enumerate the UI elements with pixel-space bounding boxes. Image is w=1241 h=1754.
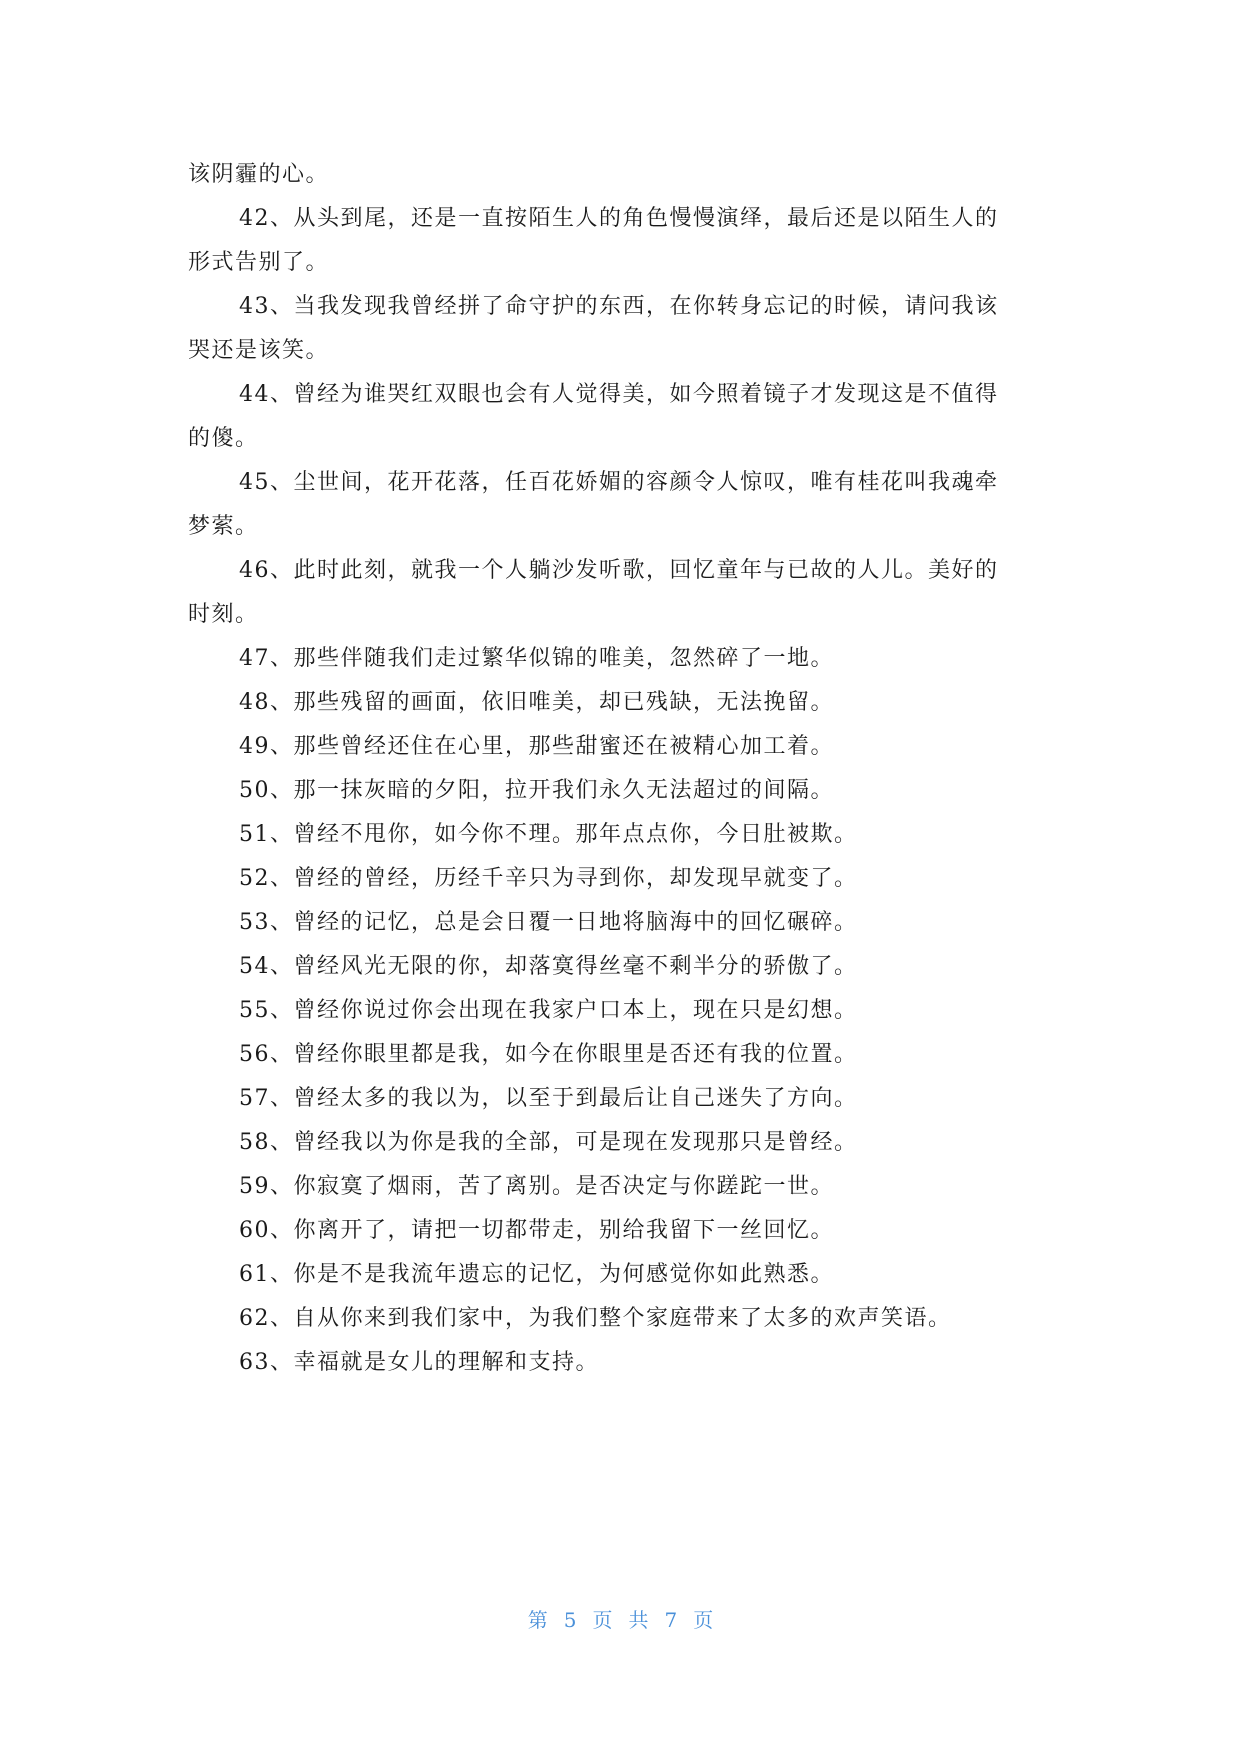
text-line: 42、从头到尾，还是一直按陌生人的角色慢慢演绎，最后还是以陌生人的 <box>239 206 999 231</box>
text-line: 61、你是不是我流年遗忘的记忆，为何感觉你如此熟悉。 <box>239 1262 834 1287</box>
text-line: 51、曾经不甩你，如今你不理。那年点点你，今日肚被欺。 <box>239 822 858 847</box>
text-line: 58、曾经我以为你是我的全部，可是现在发现那只是曾经。 <box>239 1130 858 1155</box>
current-page-number: 5 <box>563 1608 577 1632</box>
text-line: 形式告别了。 <box>188 250 330 275</box>
text-line: 50、那一抹灰暗的夕阳，拉开我们永久无法超过的间隔。 <box>239 778 834 803</box>
text-line: 55、曾经你说过你会出现在我家户口本上，现在只是幻想。 <box>239 998 858 1023</box>
text-line: 54、曾经风光无限的你，却落寞得丝毫不剩半分的骄傲了。 <box>239 954 858 979</box>
footer-label-di: 第 <box>527 1608 548 1632</box>
text-line: 48、那些残留的画面，依旧唯美，却已残缺，无法挽留。 <box>239 690 834 715</box>
text-line: 时刻。 <box>188 602 259 627</box>
text-line: 53、曾经的记忆，总是会日覆一日地将脑海中的回忆碾碎。 <box>239 910 858 935</box>
text-line: 47、那些伴随我们走过繁华似锦的唯美，忽然碎了一地。 <box>239 646 834 671</box>
text-line: 56、曾经你眼里都是我，如今在你眼里是否还有我的位置。 <box>239 1042 858 1067</box>
text-line: 60、你离开了，请把一切都带走，别给我留下一丝回忆。 <box>239 1218 834 1243</box>
text-line: 该阴霾的心。 <box>188 162 330 187</box>
text-line: 52、曾经的曾经，历经千辛只为寻到你，却发现早就变了。 <box>239 866 858 891</box>
text-line: 43、当我发现我曾经拼了命守护的东西，在你转身忘记的时候，请问我该 <box>239 294 999 319</box>
text-line: 57、曾经太多的我以为，以至于到最后让自己迷失了方向。 <box>239 1086 858 1111</box>
footer-label-gong: 共 <box>628 1608 649 1632</box>
text-line: 63、幸福就是女儿的理解和支持。 <box>239 1350 599 1375</box>
text-line: 59、你寂寞了烟雨，苦了离别。是否决定与你蹉跎一世。 <box>239 1174 834 1199</box>
page-footer <box>0 1607 1241 1633</box>
text-line: 46、此时此刻，就我一个人躺沙发听歌，回忆童年与已故的人儿。美好的 <box>239 558 999 583</box>
text-line: 哭还是该笑。 <box>188 338 330 363</box>
text-line: 44、曾经为谁哭红双眼也会有人觉得美，如今照着镜子才发现这是不值得 <box>239 382 999 407</box>
text-line: 62、自从你来到我们家中，为我们整个家庭带来了太多的欢声笑语。 <box>239 1306 952 1331</box>
text-line: 梦萦。 <box>188 514 259 539</box>
footer-label-ye-2: 页 <box>693 1608 714 1632</box>
text-line: 的傻。 <box>188 426 259 451</box>
footer-label-ye: 页 <box>592 1608 613 1632</box>
text-line: 45、尘世间，花开花落，任百花娇媚的容颜令人惊叹，唯有桂花叫我魂牵 <box>239 470 999 495</box>
text-line: 49、那些曾经还住在心里，那些甜蜜还在被精心加工着。 <box>239 734 834 759</box>
total-page-count: 7 <box>664 1608 678 1632</box>
